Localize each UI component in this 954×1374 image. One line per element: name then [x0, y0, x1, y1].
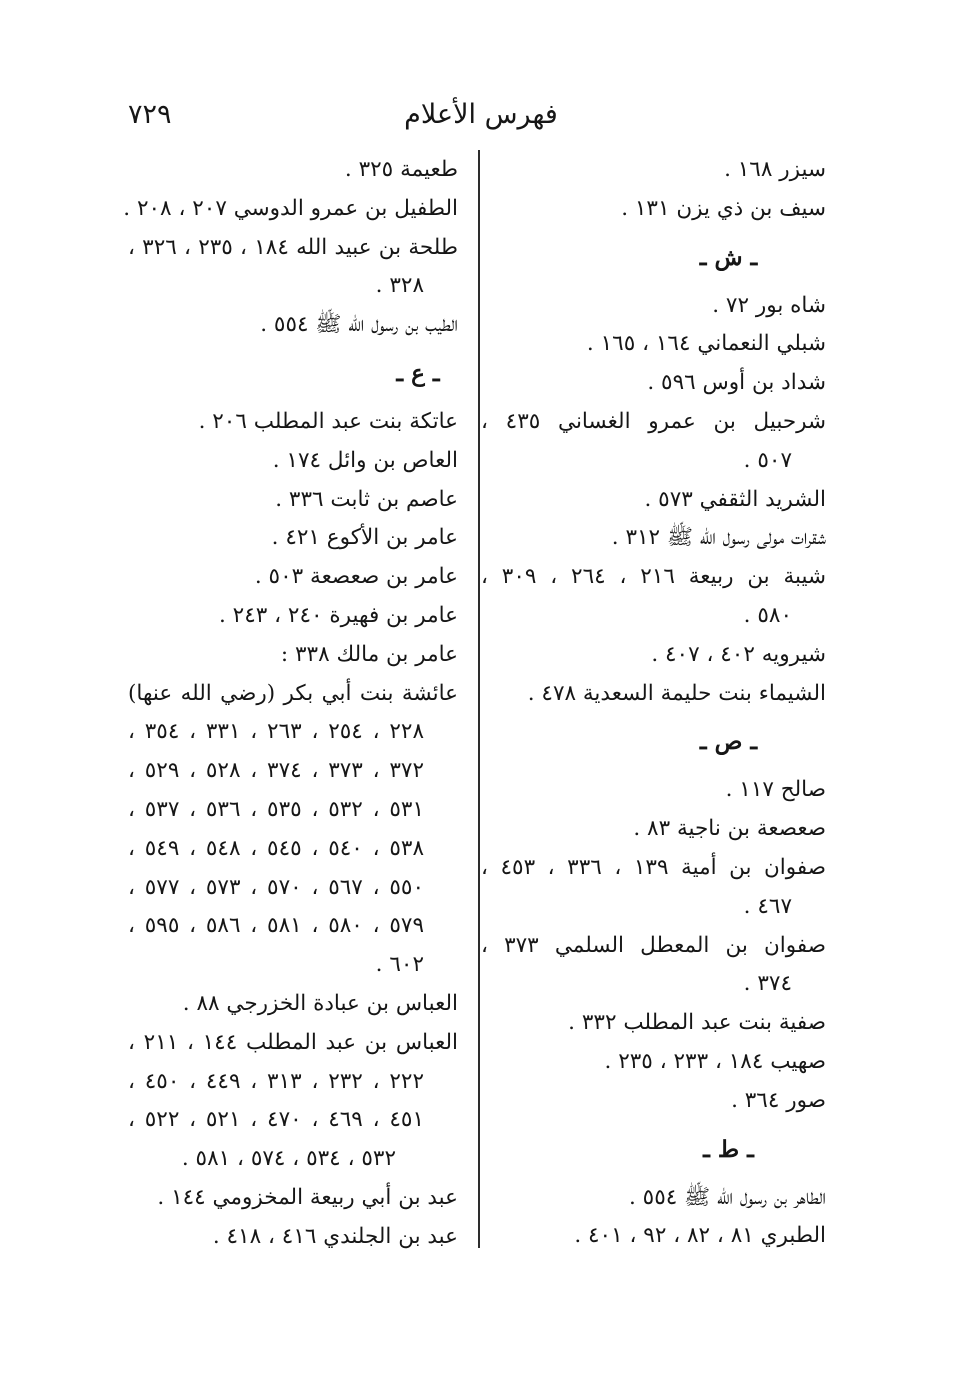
- index-entry: طعيمة ٣٢٥ .: [344, 157, 458, 182]
- index-entry: عبد بن الجلندي ٤١٦ ، ٤١٨ .: [212, 1223, 458, 1249]
- index-entry: العاص بن وائل ١٧٤ .: [272, 447, 458, 473]
- index-entry: الطاهر بن رسول الله ﷺ ٥٥٤ .: [628, 1184, 826, 1210]
- index-entry: صفوان بن أمية ١٣٩ ، ٣٣٦ ، ٤٥٣ ،: [481, 854, 827, 880]
- index-entry: الطيب بن رسول الله ﷺ ٥٥٤ .: [260, 312, 458, 338]
- index-entry: شبلي النعماني ١٦٤ ، ١٦٥ .: [586, 331, 826, 357]
- index-entry: شيبة بن ربيعة ٢١٦ ، ٢٦٤ ، ٣٠٩ ،: [481, 564, 827, 590]
- index-entry-continuation: ٥٣١ ، ٥٣٢ ، ٥٣٥ ، ٥٣٦ ، ٥٣٧ ،: [128, 796, 424, 822]
- index-entry: عاتكة بنت عبد المطلب ٢٠٦ .: [198, 408, 458, 434]
- index-entry: الطبري ٨١ ، ٨٢ ، ٩٢ ، ٤٠١ .: [574, 1223, 826, 1249]
- index-entry-continuation: ٥٧٩ ، ٥٨٠ ، ٥٨١ ، ٥٨٦ ، ٥٩٥ ،: [128, 913, 424, 939]
- page-header: [128, 92, 834, 138]
- index-entry: صالح ١١٧ .: [725, 777, 826, 803]
- index-entry: صفية بنت عبد المطلب ٣٣٢ .: [568, 1010, 826, 1036]
- index-entry-continuation: ٣٢٨ .: [375, 273, 424, 299]
- letter-heading: ـ ش ـ: [699, 243, 758, 271]
- index-entry: شرحبيل بن عمرو الغساني ٤٣٥ ،: [481, 408, 826, 434]
- index-entry: صور ٣٦٤ .: [731, 1087, 826, 1113]
- index-entry: عاصم بن ثابت ٣٣٦ .: [275, 486, 458, 512]
- index-entry-continuation: ٢٢٨ ، ٢٥٤ ، ٢٦٣ ، ٣٣١ ، ٣٥٤ ،: [128, 719, 424, 745]
- index-entry: عامر بن مالك ٣٣٨ :: [280, 641, 458, 667]
- index-entry: شيرويه ٤٠٢ ، ٤٠٧ .: [651, 641, 826, 667]
- index-entry: صهيب ١٨٤ ، ٢٣٣ ، ٢٣٥ .: [604, 1048, 826, 1074]
- index-entry: شداد بن أوس ٥٩٦ .: [647, 370, 826, 396]
- index-entry: صعصعة بن ناجية ٨٣ .: [633, 816, 826, 842]
- index-entry-continuation: ٦٠٢ .: [375, 952, 424, 978]
- letter-heading: ـ ع ـ: [396, 359, 440, 387]
- index-entry: عامر بن الأكوع ٤٢١ .: [271, 525, 458, 551]
- index-entry-continuation: ٤٥١ ، ٤٦٩ ، ٤٧٠ ، ٥٢١ ، ٥٢٢ ،: [128, 1107, 424, 1133]
- letter-heading: ـ ط ـ: [703, 1135, 754, 1163]
- index-entry-continuation: ٥٨٠ .: [743, 602, 792, 628]
- index-entry-continuation: ٣٧٤ .: [743, 971, 792, 997]
- index-entry: عبد بن أبي ربيعة المخزومي ١٤٤ .: [157, 1184, 458, 1210]
- index-entry-continuation: ٥٣٨ ، ٥٤٠ ، ٥٤٥ ، ٥٤٨ ، ٥٤٩ ،: [128, 835, 424, 861]
- index-entry: الطفيل بن عمرو الدوسي ٢٠٧ ، ٢٠٨ .: [123, 195, 458, 221]
- column-divider: [478, 150, 480, 1248]
- index-entry: صفوان بن المعطل السلمي ٣٧٣ ،: [481, 932, 827, 958]
- index-entry: الشريد الثقفي ٥٧٣ .: [644, 486, 826, 512]
- index-entry: عائشة بنت أبي بكر (رضي الله عنها): [128, 680, 458, 706]
- index-entry: عامر بن صعصعة ٥٠٣ .: [254, 564, 458, 590]
- index-entry-continuation: ٥٥٠ ، ٥٦٧ ، ٥٧٠ ، ٥٧٣ ، ٥٧٧ ،: [128, 874, 424, 900]
- page-number: ٧٢٩: [128, 99, 172, 130]
- index-column-right: [481, 151, 826, 1256]
- index-entry-continuation: ٥٣٢ ، ٥٣٤ ، ٥٧٤ ، ٥٨١ .: [181, 1146, 396, 1172]
- index-entry-continuation: ٣٧٢ ، ٣٧٣ ، ٣٧٤ ، ٥٢٨ ، ٥٢٩ ،: [128, 758, 424, 784]
- index-column-left: [123, 151, 458, 1257]
- index-entry: شاه بور ٧٢ .: [712, 292, 826, 318]
- index-entry: عامر بن فهيرة ٢٤٠ ، ٢٤٣ .: [218, 602, 458, 628]
- index-entry: شقرات مولى رسول الله ﷺ ٣١٢ .: [611, 525, 826, 551]
- index-entry: الشيماء بنت حليمة السعدية ٤٧٨ .: [527, 680, 826, 706]
- running-title: فهرس الأعلام: [404, 99, 558, 130]
- letter-heading: ـ ص ـ: [699, 728, 758, 756]
- index-entry-continuation: ٥٠٧ .: [743, 447, 792, 473]
- index-entry: طلحة بن عبيد الله ١٨٤ ، ٢٣٥ ، ٣٢٦ ،: [128, 234, 458, 260]
- index-entry: سيف بن ذي يزن ١٣١ .: [621, 195, 826, 221]
- index-entry-continuation: ٢٢٢ ، ٢٣٢ ، ٣١٣ ، ٤٤٩ ، ٤٥٠ ،: [128, 1068, 424, 1094]
- index-entry: العباس بن عبد المطلب ١٤٤ ، ٢١١ ،: [128, 1029, 458, 1055]
- index-entry: العباس بن عبادة الخزرجي ٨٨ .: [182, 990, 458, 1016]
- index-entry: سيزر ١٦٨ .: [724, 157, 826, 182]
- index-entry-continuation: ٤٦٧ .: [743, 893, 792, 919]
